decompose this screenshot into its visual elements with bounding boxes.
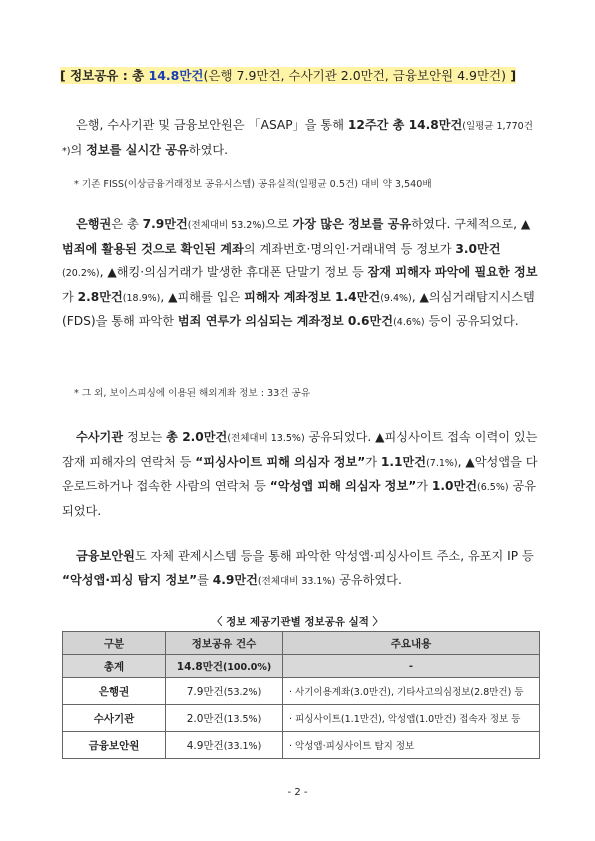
row-count: 7.9만건(53.2%) bbox=[166, 678, 283, 705]
footnote-fiss: * 기존 FISS(이상금융거래정보 공유시스템) 공유실적(일평균 0.5건) 대비 약 3,540배 bbox=[74, 179, 432, 190]
table-row-total bbox=[63, 655, 540, 678]
row-label: 금융보안원 bbox=[63, 732, 166, 759]
table-row bbox=[63, 705, 540, 732]
row-description: - bbox=[283, 655, 540, 678]
row-label: 은행권 bbox=[63, 678, 166, 705]
row-count: 2.0만건(13.5%) bbox=[166, 705, 283, 732]
table-caption: 〈 정보 제공기관별 정보공유 실적 〉 bbox=[211, 616, 384, 628]
paragraph-banks: 은행권은 총 7.9만건(전체대비 53.2%)으로 가장 많은 정보를 공유하였다. 구체적으로, ▲범죄에 활용된 것으로 확인된 계좌의 계좌번호·명의인·거래내역 등 정보가 3.0만건(20.2%), ▲해킹·의심거래가 발생한 휴대폰 단말기 정보 등 잠재 피해자 파악에 필요한 정보가 2.8만건(18.9%), ▲피해를 입은 피해자 계좌정보 1.4만건(9.4%), ▲의심거래탐지시스템(FDS)을 통해 파악한 범죄 연루가 의심되는 계좌정보 0.6만건(4.6%) 등이 공유되었다. bbox=[62, 217, 538, 328]
paragraph-investigative-agencies: 수사기관 정보는 총 2.0만건(전체대비 13.5%) 공유되었다. ▲피싱사이트 접속 이력이 있는 잠재 피해자의 연락처 등 “피싱사이트 피해 의심자 정보”가 1.1만건(7.1%), ▲악성앱을 다운로드하거나 접속한 사람의 연락처 등 “악성앱 피해 의심자 정보”가 1.0만건(6.5%) 공유되었다. bbox=[62, 430, 538, 518]
row-description: · 악성앱·피싱사이트 탐지 정보 bbox=[283, 732, 540, 759]
row-description: · 사기이용계좌(3.0만건), 기타사고의심정보(2.8만건) 등 bbox=[283, 678, 540, 705]
row-label: 수사기관 bbox=[63, 705, 166, 732]
column-header: 정보공유 건수 bbox=[166, 632, 283, 655]
column-header: 구분 bbox=[63, 632, 166, 655]
column-header: 주요내용 bbox=[283, 632, 540, 655]
row-count: 14.8만건(100.0%) bbox=[166, 655, 283, 678]
paragraph-financial-security-institute: 금융보안원도 자체 관제시스템 등을 통해 파악한 악성앱·피싱사이트 주소, 유포지 IP 등 “악성앱·피싱 탐지 정보”를 4.9만건(전체대비 33.1%) 공유하였다. bbox=[62, 549, 534, 587]
info-sharing-table bbox=[62, 631, 540, 759]
row-count: 4.9만건(33.1%) bbox=[166, 732, 283, 759]
section-heading: [ 정보공유 : 총 14.8만건(은행 7.9만건, 수사기관 2.0만건, 금융보안원 4.9만건) ] bbox=[60, 68, 517, 83]
paragraph-asap-summary: 은행, 수사기관 및 금융보안원은 「ASAP」을 통해 12주간 총 14.8만건(일평균 1,770건*)의 정보를 실시간 공유하였다. bbox=[62, 118, 533, 157]
page-number: - 2 - bbox=[287, 787, 308, 798]
footnote-overseas-accounts: * 그 외, 보이스피싱에 이용된 해외계좌 정보 : 33건 공유 bbox=[74, 388, 311, 399]
table-header-row bbox=[63, 632, 540, 655]
table-row bbox=[63, 732, 540, 759]
table-row bbox=[63, 678, 540, 705]
row-description: · 피싱사이트(1.1만건), 악성앱(1.0만건) 접속자 정보 등 bbox=[283, 705, 540, 732]
row-label: 총계 bbox=[63, 655, 166, 678]
